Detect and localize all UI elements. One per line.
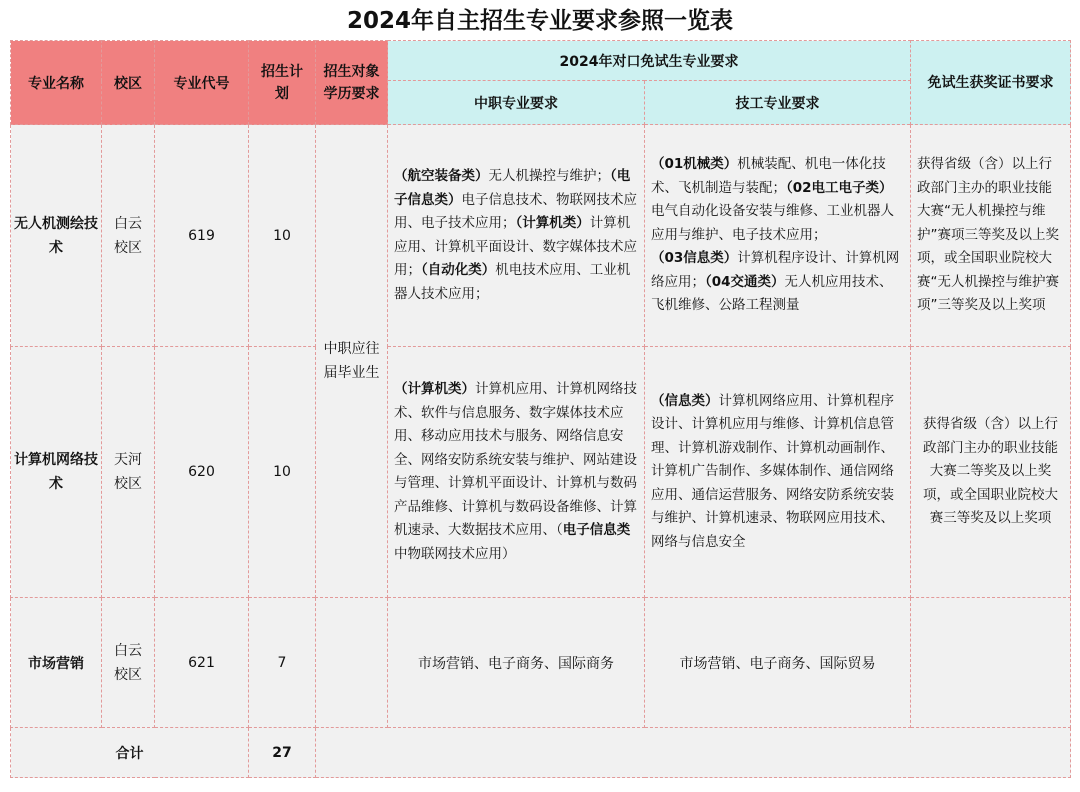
row2-zz-txt1: 中物联网技术应用） [394,545,516,562]
row1-zz-cat2: （计算机类） [515,215,590,231]
row1-plan: 10 [249,125,316,347]
header-award: 免试生获奖证书要求 [911,41,1071,125]
row3-plan: 7 [249,598,316,728]
row3-jigong: 市场营销、电子商务、国际贸易 [645,598,911,728]
header-code: 专业代号 [155,41,249,125]
row1-major: 无人机测绘技术 [11,125,102,347]
header-plan: 招生计划 [249,41,316,125]
row2-zz-cat0: （计算机类） [394,381,475,397]
row1-zz-txt3: 机电技术应用、工业机器人技术应用； [394,262,631,302]
total-label: 合计 [11,728,249,778]
row2-jigong [645,347,911,598]
header-zhongzhi: 中职专业要求 [388,81,645,125]
row1-jg-txt2: 计算机程序设计、计算机网络应用； [651,250,900,290]
row2-zz-cat1: 电子信息类 [562,522,631,538]
row1-jg-cat1: （02电工电子类） [786,179,893,196]
row2-zz-txt0: 计算机应用、计算机网络技术、软件与信息服务、数字媒体技术应用、移动应用技术与服务、网络信息安全、网络安防系统安装与维护、网站建设与管理、计算机平面设计、计算机与数码产品维修、计算机与数码设备维修、计算机速录、大数据技术应用、（ [394,381,637,538]
row2-code: 620 [155,347,249,598]
row1-zz-cat1: （电子信息类） [394,168,631,208]
row1-zhongzhi [388,125,645,347]
total-empty [316,728,1071,778]
header-exempt-group: 2024年对口免试生专业要求 [388,41,911,81]
row2-award: 获得省级（含）以上行政部门主办的职业技能大赛二等奖及以上奖项，或全国职业院校大赛三等奖及以上奖项 [911,347,1071,598]
row3-major: 市场营销 [11,598,102,728]
row3-target-empty [316,598,388,728]
row3-award-empty [911,598,1071,728]
row1-jg-cat0: （01机械类） [651,156,738,173]
header-campus: 校区 [102,41,155,125]
row2-major: 计算机网络技术 [11,347,102,598]
row1-zz-cat0: （航空装备类） [394,168,489,184]
row3-campus: 白云校区 [102,598,155,728]
row1-jg-cat3: （04交通类） [705,273,785,290]
row1-jg-txt0: 机械装配、机电一体化技术、飞机制造与装配； [651,156,886,196]
row1-jg-txt3: 无人机应用技术、飞机维修、公路工程测量 [651,273,893,314]
target-education: 中职应往届毕业生 [316,125,388,598]
row2-zhongzhi [388,347,645,598]
header-jigong: 技工专业要求 [645,81,911,125]
total-value: 27 [249,728,316,778]
row1-campus: 白云校区 [102,125,155,347]
row1-zz-txt0: 无人机操控与维护； [488,168,610,184]
row2-jg-cat0: （信息类） [651,392,719,409]
row1-award: 获得省级（含）以上行政部门主办的职业技能大赛“无人机操控与维护”赛项三等奖及以上奖项，或全国职业院校大赛“无人机操控与维护赛项”三等奖及以上奖项 [911,125,1071,347]
header-target: 招生对象学历要求 [316,41,388,125]
page-title: 2024年自主招生专业要求参照一览表 [346,8,733,34]
row1-code: 619 [155,125,249,347]
row1-zz-txt1: 电子信息技术、物联网技术应用、电子技术应用； [394,191,637,231]
row2-plan: 10 [249,347,316,598]
requirements-table [10,40,1071,778]
row1-jg-cat2: （03信息类） [651,250,738,267]
row2-campus: 天河校区 [102,347,155,598]
row1-jigong [645,125,911,347]
header-major: 专业名称 [11,41,102,125]
row1-zz-cat3: （自动化类） [421,262,496,278]
row3-code: 621 [155,598,249,728]
row2-jg-txt0: 计算机网络应用、计算机程序设计、计算机应用与维修、计算机信息管理、计算机游戏制作、计算机动画制作、计算机广告制作、多媒体制作、通信网络应用、通信运营服务、网络安防系统安装与维护、计算机速录、物联网应用技术、网络与信息安全 [651,392,894,550]
row3-zhongzhi: 市场营销、电子商务、国际商务 [388,598,645,728]
row1-zz-txt2: 计算机应用、计算机平面设计、数字媒体技术应用； [394,215,637,278]
row1-jg-txt1: 电气自动化设备安装与维修、工业机器人应用与维护、电子技术应用； [651,203,894,243]
